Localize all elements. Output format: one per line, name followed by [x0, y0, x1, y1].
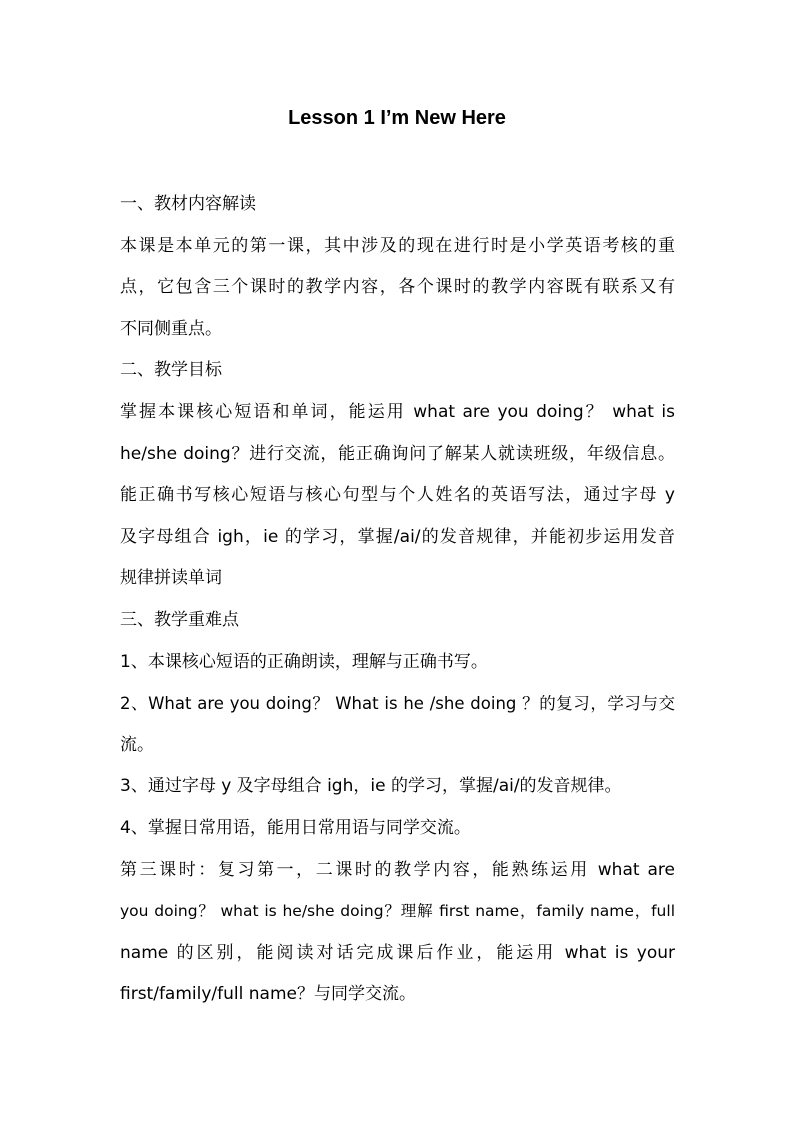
paragraph-line: name 的区别，能阅读对话完成课后作业，能运用 what is your [120, 942, 675, 963]
paragraph-line: he/she doing？进行交流，能正确询问了解某人就读班级，年级信息。 [120, 443, 675, 464]
paragraph-line: you doing？ what is he/she doing？理解 first name，family name，full [120, 902, 675, 921]
paragraph-line: 能正确书写核心短语与核心句型与个人姓名的英语写法，通过字母 y [120, 485, 675, 506]
paragraph-line: 不同侧重点。 [120, 318, 222, 339]
section-heading-textbook-analysis: 一、教材内容解读 [120, 194, 256, 214]
document-body [120, 184, 675, 1016]
document-title: Lesson 1 I’m New Here [288, 107, 506, 129]
paragraph-line: 本课是本单元的第一课，其中涉及的现在进行时是小学英语考核的重 [120, 235, 675, 256]
list-item: 2、What are you doing？ What is he /she doing ？的复习，学习与交 [120, 694, 675, 714]
list-item: 1、本课核心短语的正确朗读，理解与正确书写。 [120, 651, 488, 672]
paragraph-line: 第三课时：复习第一，二课时的教学内容，能熟练运用 what are [120, 859, 675, 880]
list-item: 4、掌握日常用语，能用日常用语与同学交流。 [120, 817, 471, 838]
list-item-continuation: 流。 [120, 734, 154, 755]
paragraph-line: 及字母组合 igh，ie 的学习，掌握/ai/的发音规律，并能初步运用发音 [120, 526, 675, 547]
paragraph-line: 点，它包含三个课时的教学内容，各个课时的教学内容既有联系又有 [120, 277, 675, 298]
paragraph-line: first/family/full name？与同学交流。 [120, 984, 416, 1005]
paragraph-line: 掌握本课核心短语和单词，能运用 what are you doing？ what is [120, 401, 675, 422]
section-heading-teaching-objectives: 二、教学目标 [120, 360, 222, 381]
paragraph-line: 规律拼读单词 [120, 568, 222, 589]
list-item: 3、通过字母 y 及字母组合 igh，ie 的学习，掌握/ai/的发音规律。 [120, 776, 622, 797]
section-heading-key-points: 三、教学重难点 [120, 609, 239, 630]
